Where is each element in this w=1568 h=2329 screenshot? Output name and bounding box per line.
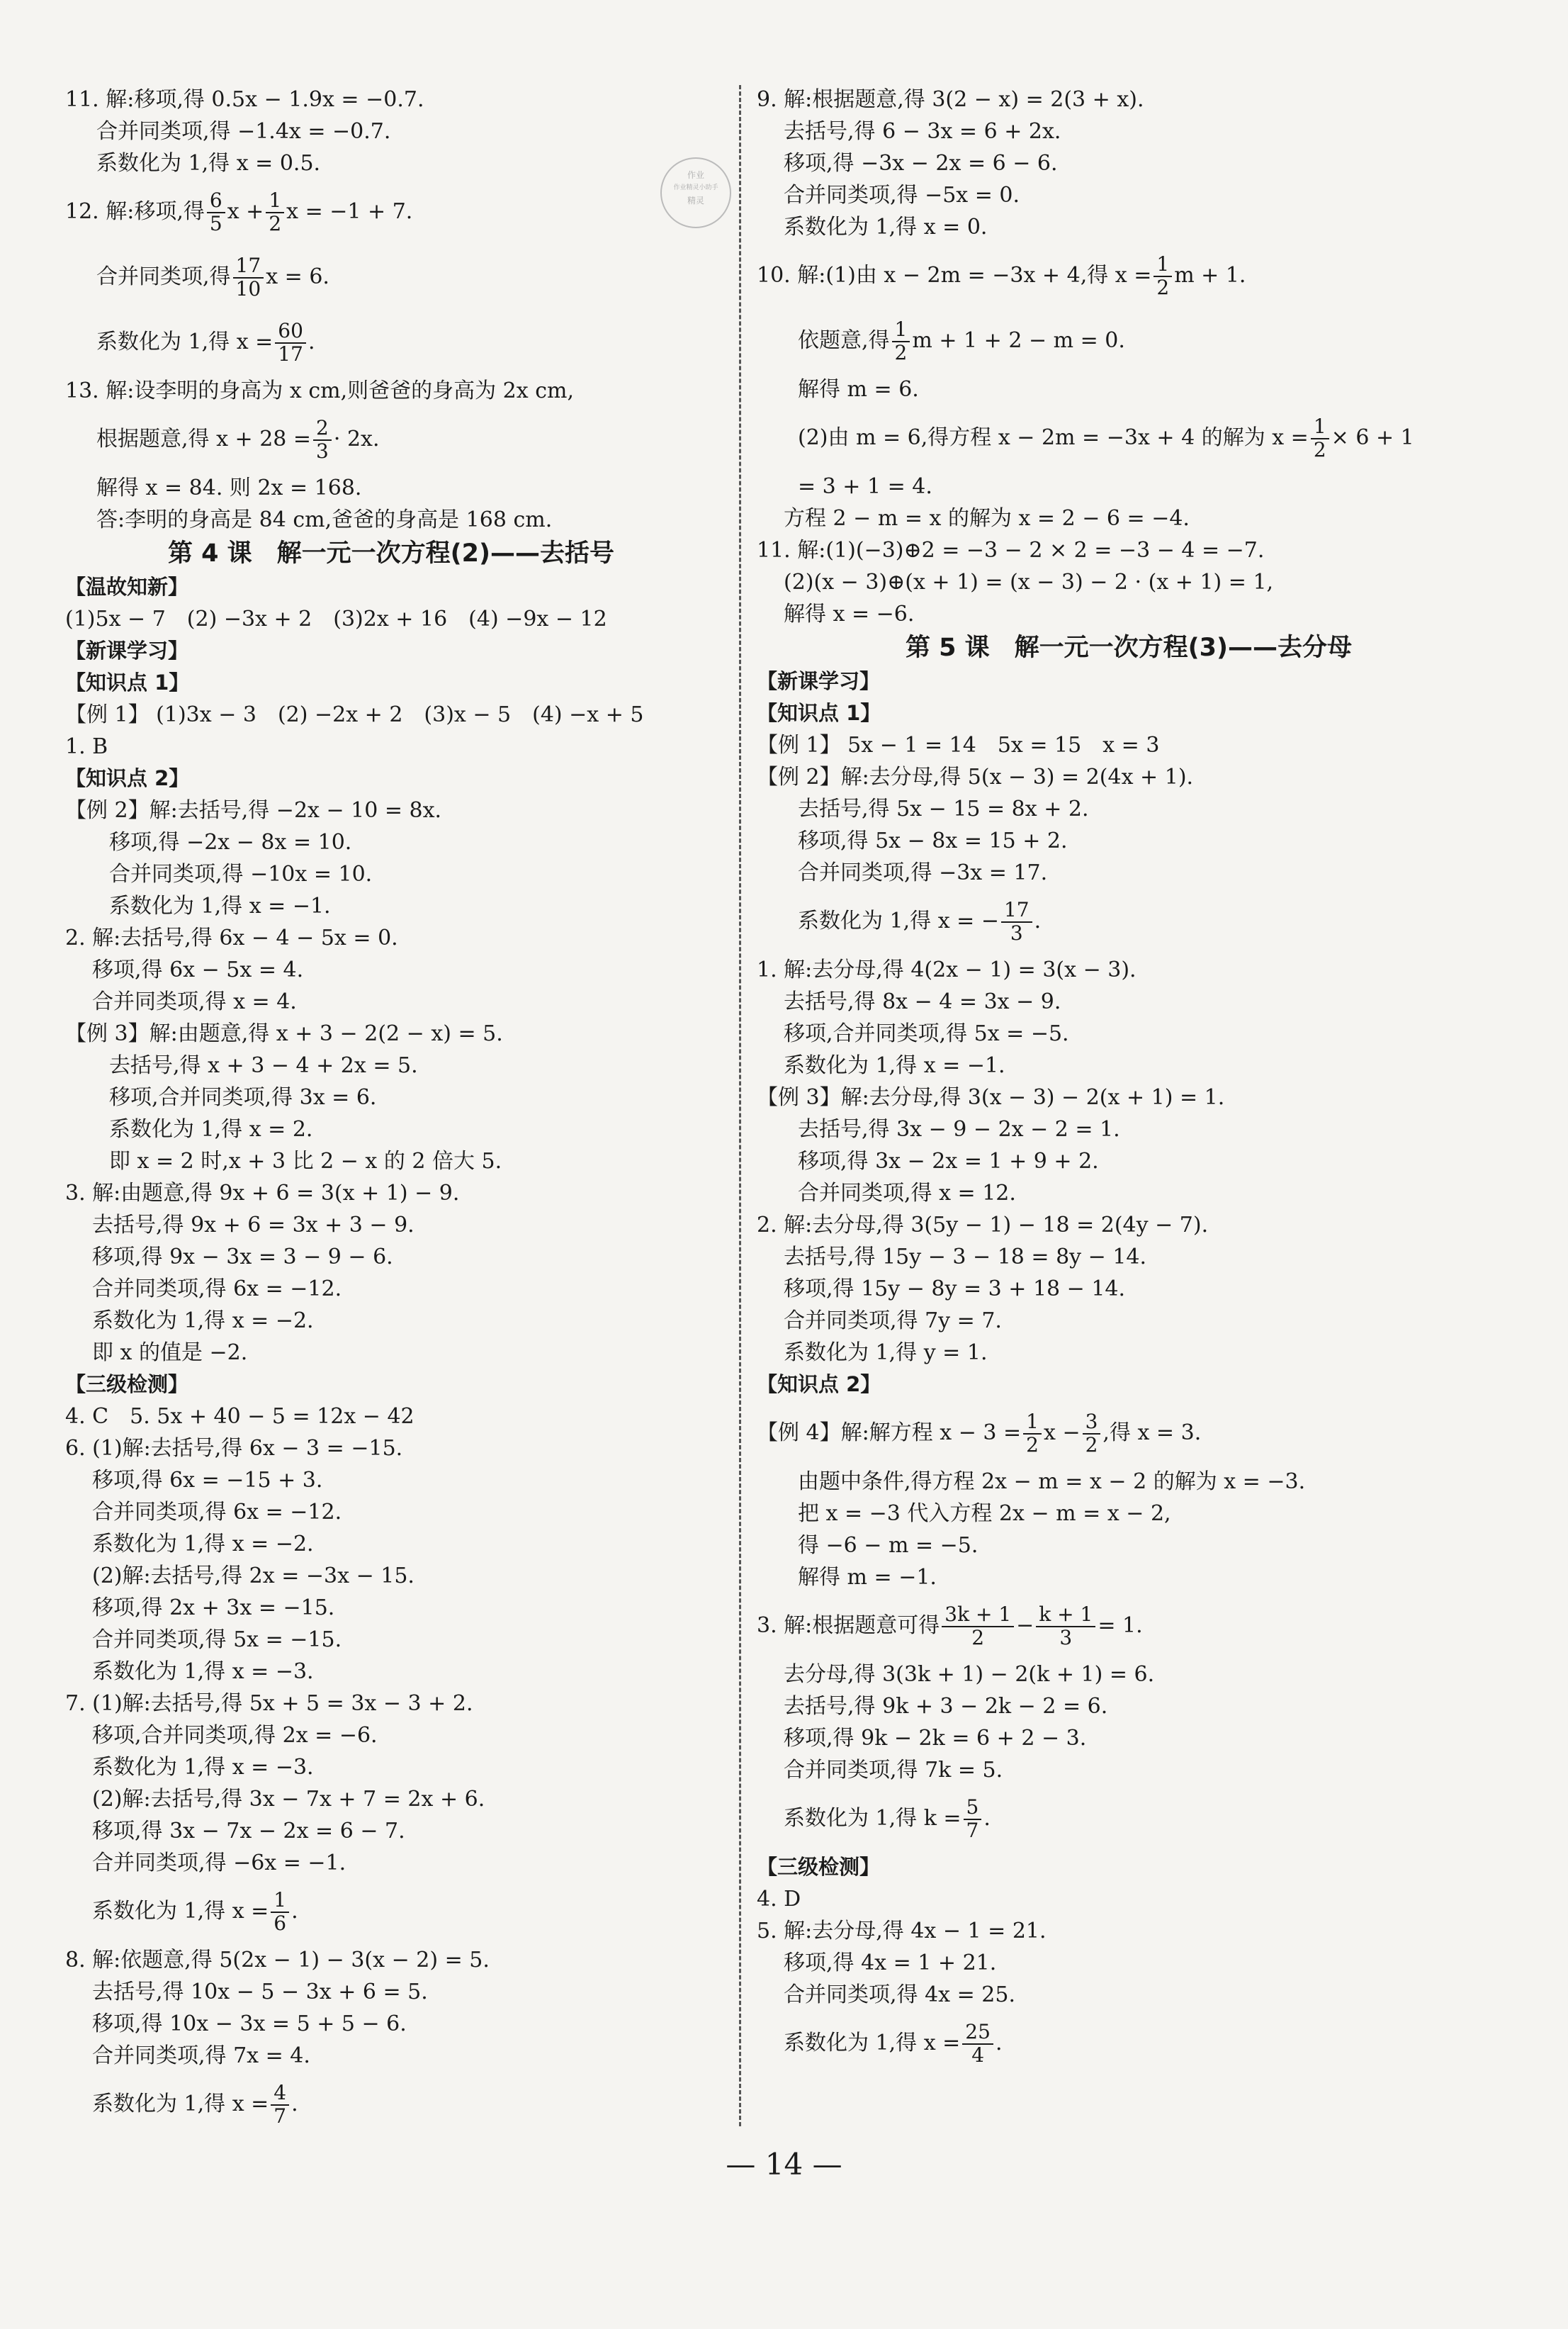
answer-line: 移项,合并同类项,得 2x = −6.	[92, 1723, 378, 1748]
fraction: $\frac{1}{2}$	[1023, 1411, 1042, 1457]
fraction: $\frac{1}{2}$	[1311, 416, 1329, 461]
answer-line: 9. 解:根据题意,得 3(2 − x) = 2(3 + x).	[757, 87, 1144, 112]
answer-line: 合并同类项,得 7y = 7.	[784, 1308, 1002, 1333]
answer-line: 合并同类项,得 x = 4.	[92, 989, 297, 1014]
fraction: $\frac{1}{2}$	[266, 190, 284, 235]
answer-line: 4. D	[757, 1887, 801, 1912]
answer-line: 移项,得 15y − 8y = 3 + 18 − 14.	[784, 1276, 1126, 1301]
answer-line: 解得 m = −1.	[798, 1565, 937, 1590]
answer-line: 系数化为 1,得 x = −2.	[92, 1532, 314, 1556]
answer-line: 【例 4】解:解方程 x − 3 = $\frac{1}{2}$ x − $\frac{3}{2}$ ,得 x = 3.	[757, 1410, 1202, 1457]
section-heading: 【知识点 1】	[757, 701, 881, 725]
answer-line: 去括号,得 9k + 3 − 2k − 2 = 6.	[784, 1694, 1108, 1719]
section-heading: 【知识点 1】	[65, 670, 190, 695]
answer-line: (2)由 m = 6,得方程 x − 2m = −3x + 4 的解为 x = $\frac{1}{2}$ × 6 + 1	[798, 415, 1414, 461]
answer-line: 即 x 的值是 −2.	[92, 1340, 248, 1365]
answer-line: 去括号,得 5x − 15 = 8x + 2.	[798, 797, 1089, 821]
answer-line: 去括号,得 3x − 9 − 2x − 2 = 1.	[798, 1117, 1120, 1142]
fraction: $\frac{5}{7}$	[964, 1797, 982, 1842]
fraction: $\frac{25}{4}$	[962, 2021, 993, 2067]
answer-line: 【例 1】 (1)3x − 3 (2) −2x + 2 (3)x − 5 (4) −x + 5	[65, 702, 644, 727]
answer-line: 去分母,得 3(3k + 1) − 2(k + 1) = 6.	[784, 1662, 1155, 1687]
answer-line: 系数化为 1,得 x = −3.	[92, 1659, 314, 1684]
answer-line: 系数化为 1,得 x = −2.	[92, 1308, 314, 1333]
answer-line: 移项,得 6x − 5x = 4.	[92, 958, 304, 982]
answer-line: 系数化为 1,得 x = −3.	[92, 1755, 314, 1780]
answer-line: 1. 解:去分母,得 4(2x − 1) = 3(x − 3).	[757, 958, 1136, 982]
answer-line: 3. 解:根据题意可得 $\frac{3k + 1}{2}$ − $\frac{k + 1}{3}$ = 1.	[757, 1603, 1143, 1649]
fraction: $\frac{17}{3}$	[1001, 899, 1032, 945]
fraction: $\frac{2}{3}$	[313, 417, 332, 463]
answer-line: 去括号,得 x + 3 − 4 + 2x = 5.	[109, 1053, 418, 1078]
answer-line: 合并同类项,得 7k = 5.	[784, 1758, 1003, 1783]
answer-line: 系数化为 1,得 x = 0.5.	[96, 151, 321, 176]
answer-line: 合并同类项,得 −10x = 10.	[109, 862, 373, 887]
section-heading: 【三级检测】	[65, 1372, 189, 1396]
answer-line: (2)解:去括号,得 3x − 7x + 7 = 2x + 6.	[92, 1787, 485, 1812]
answer-line: (2)解:去括号,得 2x = −3x − 15.	[92, 1564, 414, 1588]
section-heading: 【知识点 2】	[65, 766, 190, 790]
answer-line: 11. 解:(1)(−3)⊕2 = −3 − 2 × 2 = −3 − 4 = −7.	[757, 538, 1265, 563]
fraction: $\frac{6}{5}$	[207, 190, 225, 235]
answer-line: 系数化为 1,得 x = 2.	[109, 1117, 313, 1142]
answer-line: 解得 x = 84. 则 2x = 168.	[96, 476, 362, 500]
answer-line: 12. 解:移项,得 $\frac{6}{5}$ x + $\frac{1}{2}$ x = −1 + 7.	[65, 189, 413, 235]
answer-line: 移项,得 10x − 3x = 5 + 5 − 6.	[92, 2011, 407, 2036]
answer-line: 移项,得 6x = −15 + 3.	[92, 1468, 323, 1493]
answer-line: 合并同类项,得 6x = −12.	[92, 1276, 342, 1301]
answer-line: 方程 2 − m = x 的解为 x = 2 − 6 = −4.	[784, 506, 1190, 531]
lesson-title: 第 4 课 解一元一次方程(2)——去括号	[167, 539, 615, 568]
answer-line: 【例 3】解:由题意,得 x + 3 − 2(2 − x) = 5.	[65, 1021, 503, 1046]
answer-line: 合并同类项,得 $\frac{17}{10}$ x = 6.	[96, 254, 329, 301]
fraction: $\frac{3}{2}$	[1083, 1411, 1101, 1457]
answer-line: 8. 解:依题意,得 5(2x − 1) − 3(x − 2) = 5.	[65, 1948, 490, 1972]
answer-line: 合并同类项,得 5x = −15.	[92, 1627, 342, 1652]
left-column	[65, 84, 717, 2137]
fraction: $\frac{1}{2}$	[892, 319, 910, 364]
answer-line: 移项,得 3x − 2x = 1 + 9 + 2.	[798, 1149, 1099, 1174]
answer-line: 即 x = 2 时,x + 3 比 2 − x 的 2 倍大 5.	[109, 1149, 502, 1174]
answer-line: 【例 3】解:去分母,得 3(x − 3) − 2(x + 1) = 1.	[757, 1085, 1225, 1110]
answer-line: 依题意,得 $\frac{1}{2}$ m + 1 + 2 − m = 0.	[798, 318, 1125, 364]
answer-line: 10. 解:(1)由 x − 2m = −3x + 4,得 x = $\frac{1}{2}$ m + 1.	[757, 252, 1246, 299]
answer-line: 移项,得 −3x − 2x = 6 − 6.	[784, 151, 1058, 176]
answer-line: 移项,得 2x + 3x = −15.	[92, 1595, 335, 1620]
lesson-title: 第 5 课 解一元一次方程(3)——去分母	[905, 634, 1353, 662]
page-number: — 14 —	[726, 2147, 842, 2182]
answer-line: 合并同类项,得 −3x = 17.	[798, 860, 1048, 885]
answer-line: 答:李明的身高是 84 cm,爸爸的身高是 168 cm.	[96, 507, 553, 532]
answer-line: 系数化为 1,得 x = − $\frac{17}{3}$ .	[798, 898, 1042, 945]
answer-line: 系数化为 1,得 x = −1.	[784, 1053, 1005, 1078]
answer-line: 由题中条件,得方程 2x − m = x − 2 的解为 x = −3.	[798, 1469, 1306, 1494]
answer-line: 系数化为 1,得 x = 0.	[784, 215, 988, 240]
section-heading: 【新课学习】	[757, 669, 881, 693]
section-heading: 【新课学习】	[65, 639, 189, 663]
answer-line: 1. B	[65, 734, 108, 759]
answer-line: 把 x = −3 代入方程 2x − m = x − 2,	[798, 1501, 1171, 1526]
answer-line: 移项,得 3x − 7x − 2x = 6 − 7.	[92, 1819, 405, 1843]
fraction: $\frac{17}{10}$	[233, 255, 264, 301]
fraction: $\frac{60}{17}$	[275, 320, 306, 366]
answer-line: 去括号,得 8x − 4 = 3x − 9.	[784, 989, 1061, 1014]
answer-line: 2. 解:去括号,得 6x − 4 − 5x = 0.	[65, 926, 398, 950]
answer-line: 合并同类项,得 7x = 4.	[92, 2043, 310, 2068]
answer-line: 合并同类项,得 x = 12.	[798, 1181, 1016, 1206]
fraction: $\frac{1}{2}$	[1154, 254, 1172, 299]
answer-line: 合并同类项,得 6x = −12.	[92, 1500, 342, 1525]
answer-line: 系数化为 1,得 x = $\frac{60}{17}$ .	[96, 319, 315, 366]
answer-line: 2. 解:去分母,得 3(5y − 1) − 18 = 2(4y − 7).	[757, 1213, 1209, 1238]
column-divider	[739, 85, 741, 2126]
answer-line: 【例 1】 5x − 1 = 14 5x = 15 x = 3	[757, 733, 1160, 758]
answer-line: 系数化为 1,得 x = $\frac{25}{4}$ .	[784, 2020, 1003, 2067]
answer-line: 系数化为 1,得 x = $\frac{4}{7}$ .	[92, 2081, 298, 2128]
answer-line: 系数化为 1,得 k = $\frac{5}{7}$ .	[784, 1795, 991, 1842]
answer-line: 7. (1)解:去括号,得 5x + 5 = 3x − 3 + 2.	[65, 1691, 473, 1716]
answer-line: 移项,得 9x − 3x = 3 − 9 − 6.	[92, 1245, 393, 1269]
answer-line: 移项,得 9k − 2k = 6 + 2 − 3.	[784, 1726, 1087, 1751]
answer-line: 去括号,得 6 − 3x = 6 + 2x.	[784, 119, 1061, 144]
watermark-stamp: 作业 作业精灵小助手 精灵	[660, 157, 731, 228]
answer-line: 4. C 5. 5x + 40 − 5 = 12x − 42	[65, 1404, 414, 1429]
answer-line: 合并同类项,得 −6x = −1.	[92, 1851, 346, 1875]
answer-line: 系数化为 1,得 x = $\frac{1}{6}$ .	[92, 1888, 298, 1935]
answer-line: 合并同类项,得 4x = 25.	[784, 1982, 1015, 2007]
right-column	[757, 84, 1501, 2076]
answer-line: 移项,得 −2x − 8x = 10.	[109, 830, 352, 855]
fraction: $\frac{k + 1}{3}$	[1036, 1604, 1095, 1649]
section-heading: 【温故知新】	[65, 575, 189, 599]
answer-line: 解得 m = 6.	[798, 377, 919, 402]
answer-line: 合并同类项,得 −1.4x = −0.7.	[96, 119, 391, 144]
answer-line: 11. 解:移项,得 0.5x − 1.9x = −0.7.	[65, 87, 424, 112]
answer-line: 合并同类项,得 −5x = 0.	[784, 183, 1020, 208]
answer-line: 去括号,得 10x − 5 − 3x + 6 = 5.	[92, 1980, 428, 2004]
answer-line: 13. 解:设李明的身高为 x cm,则爸爸的身高为 2x cm,	[65, 378, 574, 403]
answer-line: 【例 2】解:去分母,得 5(x − 3) = 2(4x + 1).	[757, 765, 1194, 790]
answer-line: 移项,合并同类项,得 5x = −5.	[784, 1021, 1069, 1046]
answer-line: 去括号,得 15y − 3 − 18 = 8y − 14.	[784, 1245, 1147, 1269]
section-heading: 【三级检测】	[757, 1855, 881, 1879]
answer-line: 根据题意,得 x + 28 = $\frac{2}{3}$ · 2x.	[96, 416, 380, 463]
answer-line: (1)5x − 7 (2) −3x + 2 (3)2x + 16 (4) −9x − 12	[65, 607, 607, 632]
answer-line: 系数化为 1,得 y = 1.	[784, 1340, 988, 1365]
answer-line: 去括号,得 9x + 6 = 3x + 3 − 9.	[92, 1213, 414, 1238]
answer-line: 解得 x = −6.	[784, 602, 915, 627]
answer-line: 【例 2】解:去括号,得 −2x − 10 = 8x.	[65, 798, 442, 823]
answer-line: 移项,得 5x − 8x = 15 + 2.	[798, 829, 1068, 853]
answer-line: 6. (1)解:去括号,得 6x − 3 = −15.	[65, 1436, 403, 1461]
fraction: $\frac{3k + 1}{2}$	[942, 1604, 1014, 1649]
answer-line: 移项,合并同类项,得 3x = 6.	[109, 1085, 377, 1110]
answer-line: 得 −6 − m = −5.	[798, 1533, 978, 1558]
answer-line: 系数化为 1,得 x = −1.	[109, 894, 331, 919]
answer-line: 移项,得 4x = 1 + 21.	[784, 1951, 997, 1975]
fraction: $\frac{4}{7}$	[271, 2082, 289, 2128]
answer-line: 3. 解:由题意,得 9x + 6 = 3(x + 1) − 9.	[65, 1181, 460, 1206]
answer-line: 5. 解:去分母,得 4x − 1 = 21.	[757, 1919, 1047, 1943]
fraction: $\frac{1}{6}$	[271, 1890, 289, 1935]
section-heading: 【知识点 2】	[757, 1372, 881, 1396]
answer-line: (2)(x − 3)⊕(x + 1) = (x − 3) − 2 · (x + 1) = 1,	[784, 570, 1274, 595]
answer-line: = 3 + 1 = 4.	[798, 474, 932, 499]
